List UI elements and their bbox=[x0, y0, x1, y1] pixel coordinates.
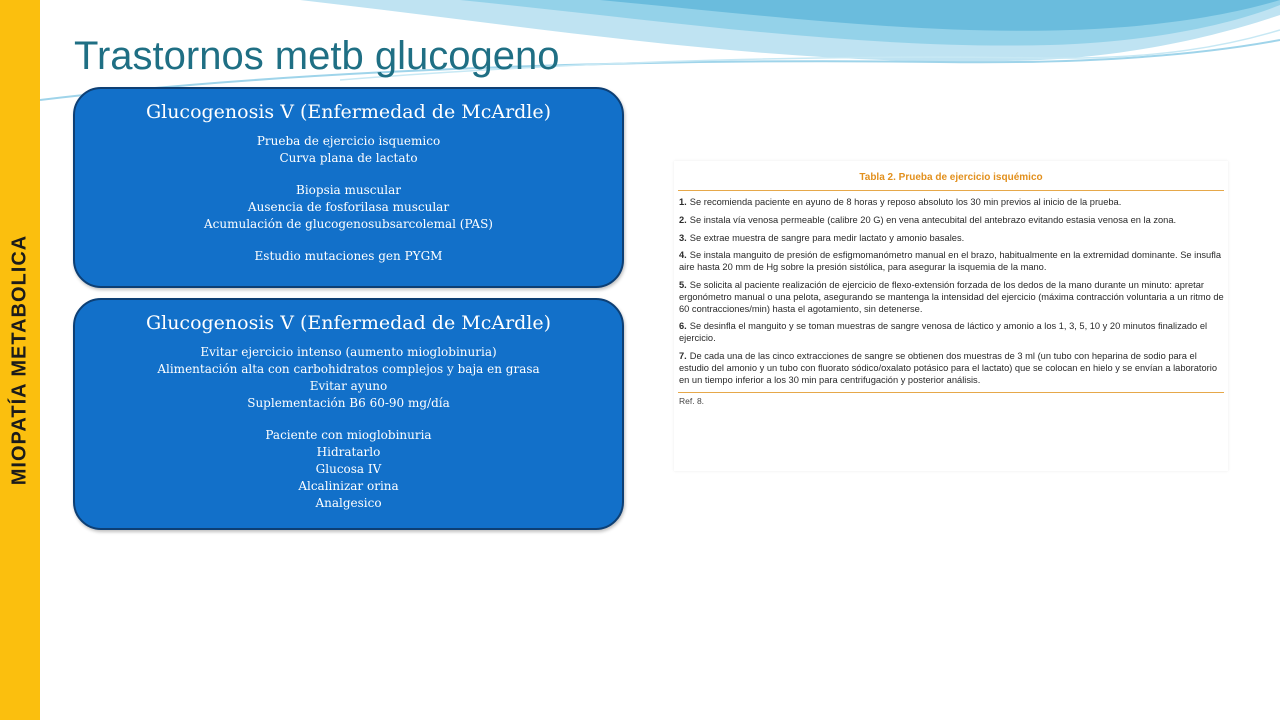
page-title: Trastornos metb glucogeno bbox=[74, 34, 560, 78]
table-step: 1. Se recomienda paciente en ayuno de 8 horas y reposo absoluto los 30 min previos al inicio de la prueba. bbox=[679, 197, 1122, 207]
table-title: Tabla 2. Prueba de ejercicio isquémico bbox=[859, 172, 1043, 183]
table-step: 4. Se instala manguito de presión de esfigmomanómetro manual en el brazo, habitualmente en la extremidad dominante. Se insufla aire hasta 20 mm de Hg sobre la presión sistólica, para asegurar la isquemia de la mano. bbox=[679, 250, 1222, 273]
diagnosis-line: Ausencia de fosforilasa muscular bbox=[247, 200, 450, 214]
diagnosis-line: Biopsia muscular bbox=[296, 183, 401, 197]
treatment-line: Analgesico bbox=[315, 496, 382, 510]
table-steps bbox=[674, 191, 1228, 386]
treatment-line: Alcalinizar orina bbox=[298, 479, 399, 493]
sidebar-strip bbox=[0, 0, 40, 720]
table-step: 2. Se instala vía venosa permeable (calibre 20 G) en vena antecubital del antebrazo evitando estasia venosa en la zona. bbox=[679, 214, 1177, 225]
treatment-line: Glucosa IV bbox=[315, 462, 382, 476]
ischemic-test-table bbox=[674, 161, 1228, 471]
diagnosis-card-title: Glucogenosis V (Enfermedad de McArdle) bbox=[145, 101, 552, 123]
treatment-line: Alimentación alta con carbohidratos complejos y baja en grasa bbox=[157, 362, 540, 376]
table-reference: Ref. 8. bbox=[679, 396, 705, 407]
diagnosis-line: Acumulación de glucogenosubsarcolemal (PAS) bbox=[204, 217, 493, 231]
treatment-line: Evitar ayuno bbox=[309, 379, 388, 393]
treatment-line: Paciente con mioglobinuria bbox=[265, 428, 432, 442]
diagnosis-card bbox=[73, 87, 624, 288]
diagnosis-line: Curva plana de lactato bbox=[279, 151, 418, 165]
treatment-line: Suplementación B6 60-90 mg/día bbox=[247, 396, 450, 410]
treatment-card-title: Glucogenosis V (Enfermedad de McArdle) bbox=[145, 312, 552, 334]
sidebar-label: MIOPATÍA METABOLICA bbox=[8, 234, 31, 486]
table-step: 6. Se desinfla el manguito y se toman muestras de sangre venosa de láctico y amonio a los 1, 3, 5, 10 y 20 minutos finalizado el ejercicio. bbox=[679, 321, 1208, 344]
treatment-card bbox=[73, 298, 624, 530]
treatment-line: Evitar ejercicio intenso (aumento mioglobinuria) bbox=[200, 345, 497, 359]
table-step: 7. De cada una de las cinco extracciones de sangre se obtienen dos muestras de 3 ml (un tubo con heparina de sodio para el estudio del amonio y un tubo con fluorato sódico/oxalato potásico para el lactato) que se colocan en hielo y se envían a laboratorio en un tiempo inferior a los 30 min para centrifugación y posterior análisis. bbox=[679, 350, 1218, 385]
diagnosis-line: Prueba de ejercicio isquemico bbox=[256, 134, 441, 148]
table-step: 3. Se extrae muestra de sangre para medir lactato y amonio basales. bbox=[679, 232, 965, 243]
table-step: 5. Se solicita al paciente realización de ejercicio de flexo-extensión forzada de los dedos de la mano durante un minuto: apretar ergonómetro manual o una pelota, asegurando se mantenga la intensidad del ejercicio (máxima contracción voluntaria a un ritmo de 60 contracciones/min) hasta el agotamiento, sin detenerse. bbox=[679, 279, 1224, 314]
diagnosis-line: Estudio mutaciones gen PYGM bbox=[254, 249, 443, 263]
treatment-line: Hidratarlo bbox=[316, 445, 381, 459]
